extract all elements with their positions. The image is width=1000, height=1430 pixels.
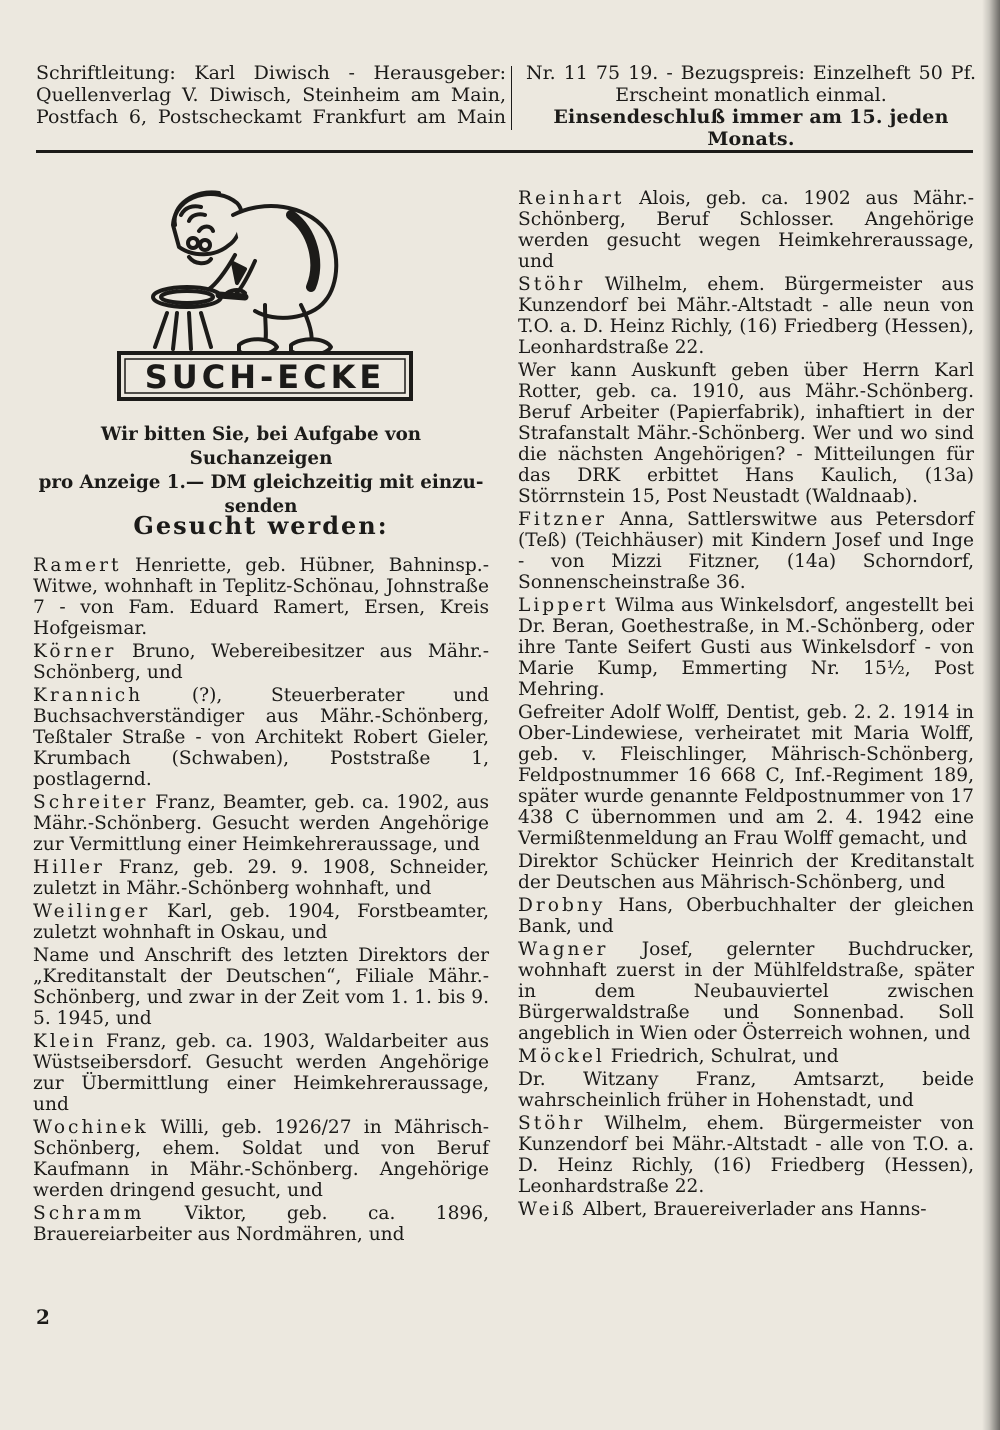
entry-name: Wochinek bbox=[33, 1117, 149, 1138]
entry-name: Fitzner bbox=[518, 509, 607, 530]
list-item bbox=[518, 1113, 974, 1197]
masthead-left-line: Postfach 6, Postscheckamt Frankfurt am Main bbox=[36, 106, 506, 128]
entry-text: Franz, Beamter, geb. ca. 1902, aus Mähr.-Schönberg. Gesucht werden Angehörige zur Vermittlung einer Heimkehreraussage, und bbox=[33, 792, 489, 855]
entry-name: Hiller bbox=[33, 857, 105, 878]
list-item bbox=[33, 945, 489, 1029]
entry-name: Lippert bbox=[518, 595, 609, 616]
entry-text: Wer kann Auskunft geben über Herrn Karl Rotter, geb. ca. 1910, aus Mähr.-Schönberg. Beruf Arbeiter (Papierfabrik), inhaftiert in der Strafanstalt Mähr.-Schönberg. Wer und wo sind die nächsten Angehörigen? - Mitteilungen für das DRK erbittet Hans Kaulich, (13a) Störrnstein 15, Post Neustadt (Waldnaab). bbox=[518, 360, 974, 507]
entry-text: Wilma aus Winkelsdorf, angestellt bei Dr. Beran, Goethestraße, in M.-Schönberg, oder ihre Tante Seifert Gusti aus Winkelsdorf - von Marie Kump, Emmerting Nr. 15½, Post Mehring. bbox=[518, 595, 974, 700]
entry-name: Stöhr bbox=[518, 1113, 586, 1134]
entry-name: Reinhart bbox=[518, 188, 625, 209]
entry-text: Friedrich, Schulrat, und bbox=[604, 1046, 839, 1067]
list-item bbox=[33, 555, 489, 639]
page-edge-shadow bbox=[982, 0, 1000, 1430]
intro-text bbox=[33, 423, 489, 519]
entry-text: Name und Anschrift des letzten Direktors der „Kreditanstalt der Deutschen“, Filiale Mähr.-Schönberg, und zwar in der Zeit vom 1. 1. bis 9. 5. 1945, und bbox=[33, 945, 489, 1029]
entry-name: Klein bbox=[33, 1031, 97, 1052]
entry-name: Weilinger bbox=[33, 901, 151, 922]
masthead-right-line: Erscheint monatlich einmal. bbox=[615, 84, 887, 106]
list-item bbox=[518, 1046, 974, 1067]
entry-text: Henriette, geb. Hübner, Bahninsp.-Witwe, wohnhaft in Teplitz-Schönau, Johnstraße 7 - von Fam. Eduard Ramert, Ersen, Kreis Hofgeismar. bbox=[33, 555, 489, 639]
entry-name: Körner bbox=[33, 641, 117, 662]
entry-text: Anna, Sattlerswitwe aus Petersdorf (Teß) (Teichhäuser) mit Kindern Josef und Inge - von Mizzi Fitzner, (14a) Schorndorf, Sonnenscheinstraße 36. bbox=[518, 509, 974, 593]
intro-line: senden bbox=[224, 496, 298, 517]
intro-line: pro Anzeige 1.— DM gleichzeitig mit einzu- bbox=[38, 472, 484, 493]
masthead-right bbox=[526, 62, 976, 150]
entry-name: Möckel bbox=[518, 1046, 605, 1067]
list-item bbox=[518, 851, 974, 893]
entry-text: Alois, geb. ca. 1902 aus Mähr.-Schönberg, Beruf Schlosser. Angehörige werden gesucht wegen Heimkehreraussage, und bbox=[518, 188, 974, 272]
list-item bbox=[518, 939, 974, 1044]
list-item bbox=[33, 641, 489, 683]
masthead-left-line: Schriftleitung: Karl Diwisch - Herausgeber: bbox=[36, 62, 506, 84]
such-ecke-label: SUCH-ECKE bbox=[144, 358, 386, 396]
masthead-left-line: Quellenverlag V. Diwisch, Steinheim am Main, bbox=[36, 84, 506, 106]
entry-name: Schreiter bbox=[33, 792, 149, 813]
entry-text: Wilhelm, ehem. Bürgermeister aus Kunzendorf bei Mähr.-Altstadt - alle neun von T.O. a. D. Heinz Richly, (16) Friedberg (Hessen), Leonhardstraße 22. bbox=[518, 274, 974, 358]
masthead-right-line: Einsendeschluß immer am 15. jeden Monats. bbox=[553, 106, 949, 150]
list-item bbox=[518, 1199, 974, 1220]
entry-text: Josef, gelernter Buchdrucker, wohnhaft zuerst in der Mühlfeldstraße, später in dem Neubauviertel zwischen Bürgerwaldstraße und Sonnenbad. Soll angeblich in Wien oder Österreich wohnen, und bbox=[518, 939, 974, 1044]
entry-text: Bruno, Webereibesitzer aus Mähr.-Schönberg, und bbox=[33, 641, 489, 683]
entry-text: Franz, geb. 29. 9. 1908, Schneider, zuletzt in Mähr.-Schönberg wohnhaft, und bbox=[33, 857, 489, 899]
entry-name: Drobny bbox=[518, 895, 606, 916]
list-item bbox=[518, 274, 974, 358]
list-item bbox=[33, 901, 489, 943]
entry-text: Gefreiter Adolf Wolff, Dentist, geb. 2. 2. 1914 in Ober-Lindewiese, verheiratet mit Maria Wolff, geb. v. Fleischlinger, Mährisch-Schönberg, Feldpostnummer 16 668 C, Inf.-Regiment 189, später wurde genannte Feldpostnummer von 17 438 C übernommen und am 2. 4. 1942 eine Vermißtenmeldung an Frau Wolff gemacht, und bbox=[518, 702, 974, 849]
left-entries bbox=[33, 555, 489, 1247]
entry-text: Franz, geb. ca. 1903, Waldarbeiter aus Wüstseibersdorf. Gesucht werden Angehörige zur Übermittlung einer Heimkehreraussage, und bbox=[33, 1031, 489, 1115]
entry-text: Dr. Witzany Franz, Amtsarzt, beide wahrscheinlich früher in Hohenstadt, und bbox=[518, 1069, 974, 1111]
entry-text: Karl, geb. 1904, Forstbeamter, zuletzt wohnhaft in Oskau, und bbox=[33, 901, 489, 943]
masthead-right-line: Nr. 11 75 19. - Bezugspreis: Einzelheft 50 Pf. bbox=[526, 62, 976, 84]
such-ecke-logo bbox=[115, 185, 415, 403]
list-item bbox=[33, 1117, 489, 1201]
list-item bbox=[33, 792, 489, 855]
list-item bbox=[518, 702, 974, 849]
list-item bbox=[518, 509, 974, 593]
entry-name: Krannich bbox=[33, 685, 144, 706]
header-rule bbox=[36, 150, 973, 153]
entry-name: Stöhr bbox=[518, 274, 586, 295]
entry-text: Albert, Brauereiverlader ans Hanns- bbox=[576, 1199, 927, 1220]
list-item bbox=[33, 1203, 489, 1245]
masthead-divider bbox=[511, 66, 512, 130]
entry-name: Wagner bbox=[518, 939, 609, 960]
list-item bbox=[33, 857, 489, 899]
entry-name: Schramm bbox=[33, 1203, 145, 1224]
entry-name: Ramert bbox=[33, 555, 122, 576]
page-number: 2 bbox=[36, 1305, 50, 1329]
list-item bbox=[33, 685, 489, 790]
list-item bbox=[518, 595, 974, 700]
list-item bbox=[33, 1031, 489, 1115]
entry-text: Hans, Oberbuchhalter der gleichen Bank, und bbox=[518, 895, 974, 937]
intro-line: Wir bitten Sie, bei Aufgabe von Suchanzeigen bbox=[100, 424, 422, 469]
entry-text: Wilhelm, ehem. Bürgermeister von Kunzendorf bei Mähr.-Altstadt - alle von T.O. a. D. Heinz Richly, (16) Friedberg (Hessen), Leonhardstraße 22. bbox=[518, 1113, 974, 1197]
entry-text: (?), Steuerberater und Buchsachverständiger aus Mähr.-Schönberg, Teßtaler Straße - von Architekt Robert Gieler, Krumbach (Schwaben), Poststraße 1, postlagernd. bbox=[33, 685, 489, 790]
list-item bbox=[518, 895, 974, 937]
entry-text: Viktor, geb. ca. 1896, Brauereiarbeiter aus Nordmähren, und bbox=[33, 1203, 489, 1245]
masthead-left bbox=[36, 62, 506, 128]
list-item bbox=[518, 1069, 974, 1111]
list-item bbox=[518, 360, 974, 507]
masthead bbox=[36, 62, 976, 150]
entry-text: Willi, geb. 1926/27 in Mährisch-Schönberg, ehem. Soldat und von Beruf Kaufmann in Mähr.-Schönberg. Angehörige werden dringend gesucht, und bbox=[33, 1117, 489, 1201]
right-column bbox=[518, 188, 974, 1222]
list-item bbox=[518, 188, 974, 272]
section-heading: Gesucht werden: bbox=[133, 511, 389, 540]
entry-text: Direktor Schücker Heinrich der Kreditanstalt der Deutschen aus Mährisch-Schönberg, und bbox=[518, 851, 974, 893]
entry-name: Weiß bbox=[518, 1199, 577, 1220]
